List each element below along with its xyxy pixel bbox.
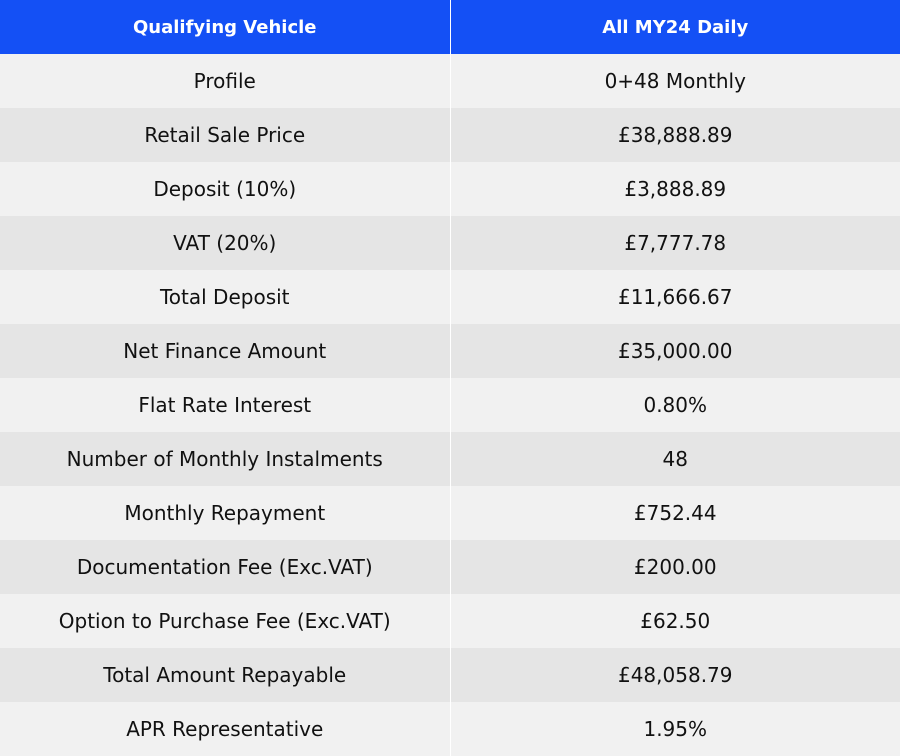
header-row <box>0 0 900 54</box>
row-label: Deposit (10%) <box>153 177 297 201</box>
row-value: £48,058.79 <box>450 648 900 702</box>
table-row <box>0 216 900 270</box>
row-label: APR Representative <box>126 717 324 741</box>
table-row <box>0 648 900 702</box>
row-value: £752.44 <box>450 486 900 540</box>
row-value: 1.95% <box>450 702 900 756</box>
table-row <box>0 594 900 648</box>
table-row <box>0 108 900 162</box>
table-row <box>0 378 900 432</box>
table-row <box>0 702 900 756</box>
row-value: 48 <box>450 432 900 486</box>
table-row <box>0 54 900 108</box>
table-row <box>0 162 900 216</box>
row-label: Monthly Repayment <box>124 501 326 525</box>
row-label: Net Finance Amount <box>123 339 327 363</box>
row-label: Profile <box>193 69 256 93</box>
table-body <box>0 54 900 756</box>
row-value: 0.80% <box>450 378 900 432</box>
table-row <box>0 432 900 486</box>
row-value: £200.00 <box>450 540 900 594</box>
row-label: Option to Purchase Fee (Exc.VAT) <box>58 609 391 633</box>
row-value: £38,888.89 <box>450 108 900 162</box>
row-label: Number of Monthly Instalments <box>66 447 383 471</box>
row-value: £62.50 <box>450 594 900 648</box>
row-value: £7,777.78 <box>450 216 900 270</box>
row-value: £11,666.67 <box>450 270 900 324</box>
row-label: Total Deposit <box>159 285 290 309</box>
row-label: VAT (20%) <box>173 231 277 255</box>
table-row <box>0 270 900 324</box>
header-model: All MY24 Daily <box>450 0 900 54</box>
table-row <box>0 486 900 540</box>
row-value: £35,000.00 <box>450 324 900 378</box>
row-label: Flat Rate Interest <box>138 393 312 417</box>
row-label: Retail Sale Price <box>144 123 306 147</box>
row-label: Documentation Fee (Exc.VAT) <box>76 555 373 579</box>
row-value: £3,888.89 <box>450 162 900 216</box>
header-qualifying-vehicle: Qualifying Vehicle <box>0 0 450 54</box>
table-row <box>0 324 900 378</box>
row-label: Total Amount Repayable <box>103 663 347 687</box>
row-value: 0+48 Monthly <box>450 54 900 108</box>
table-header <box>0 0 900 54</box>
table-row <box>0 540 900 594</box>
